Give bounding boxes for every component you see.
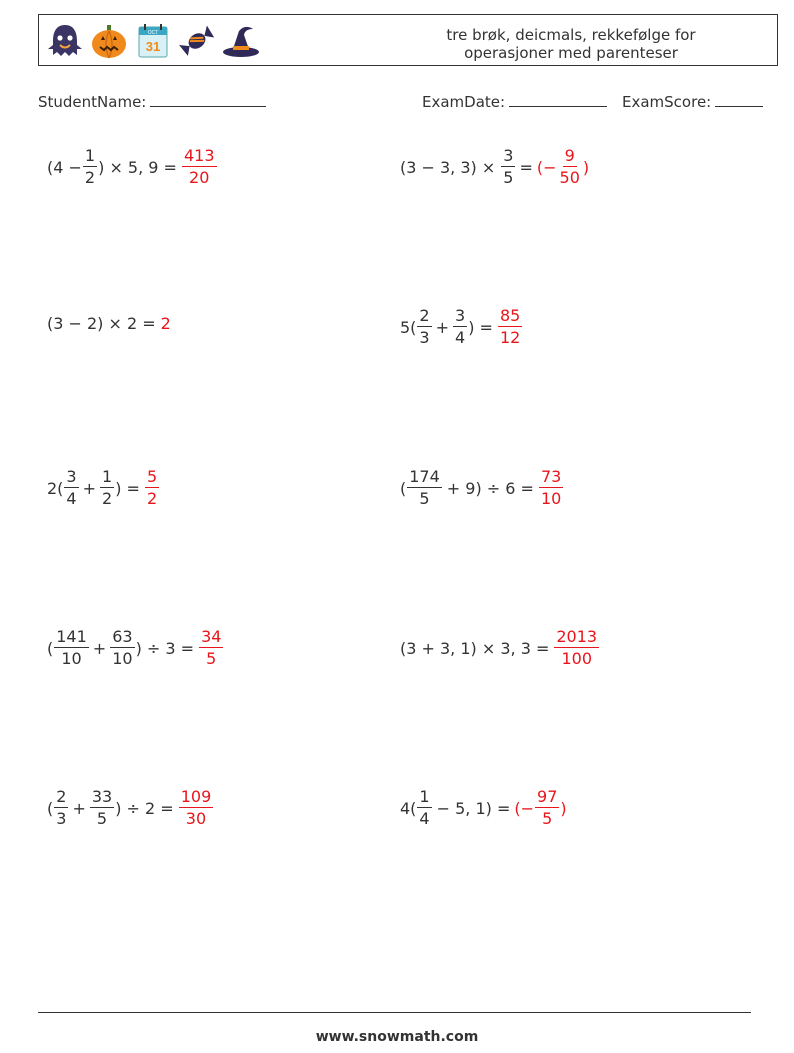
pumpkin-icon <box>89 21 129 61</box>
answer: $\frac{2013}{100}$ <box>556 627 598 668</box>
problem-text: 2( <box>47 478 64 498</box>
operator: + <box>435 317 450 337</box>
problem-7 <box>47 629 224 667</box>
problem-text: ( <box>47 798 54 818</box>
calendar-month: OCT <box>147 30 159 36</box>
problem-text: 4( <box>400 798 417 818</box>
fraction: $\frac{2}{3}$ <box>56 787 67 828</box>
worksheet-header <box>38 14 778 66</box>
problem-text: 5( <box>400 317 417 337</box>
problem-text: (3 − 3, 3) × <box>400 157 496 177</box>
fraction: $\frac{141}{10}$ <box>56 627 87 668</box>
problem-text: (3 − 2) × 2 = <box>47 313 156 333</box>
fraction: $\frac{33}{5}$ <box>91 787 113 828</box>
fraction: $\frac{174}{5}$ <box>409 467 440 508</box>
problem-9 <box>47 789 214 827</box>
exam-score-blank[interactable] <box>715 92 763 107</box>
problem-8 <box>400 629 600 667</box>
exam-score-field <box>622 92 763 111</box>
title-line-1: tre brøk, deicmals, rekkefølge for <box>446 26 696 44</box>
operator: + <box>82 478 97 498</box>
problem-10 <box>400 789 567 827</box>
problem-2 <box>400 148 589 186</box>
exam-date-field <box>422 92 607 111</box>
fraction: $\frac{3}{4}$ <box>455 306 466 347</box>
fraction: $\frac{3}{4}$ <box>66 467 77 508</box>
problem-text: + 9) ÷ 6 = <box>446 478 534 498</box>
problem-5 <box>47 469 160 507</box>
footer-divider <box>38 1012 751 1013</box>
candy-icon <box>177 21 217 61</box>
answer: (− $\frac{9}{50}$ ) <box>536 146 590 187</box>
fraction: $\frac{63}{10}$ <box>112 627 133 668</box>
calendar-day: 31 <box>145 39 161 54</box>
problem-text: ) = <box>468 317 493 337</box>
problem-text: ( <box>400 478 407 498</box>
answer: $\frac{109}{30}$ <box>180 787 212 828</box>
answer: $\frac{85}{12}$ <box>499 306 521 347</box>
title-line-2: operasjoner med parenteser <box>464 44 678 62</box>
fraction: $\frac{1}{4}$ <box>419 787 430 828</box>
problem-text: (4 − <box>47 157 82 177</box>
witch-hat-icon <box>221 21 261 61</box>
problem-text: (3 + 3, 1) × 3, 3 = <box>400 638 550 658</box>
exam-score-label: ExamScore: <box>622 93 712 111</box>
fraction: $\frac{1}{2}$ <box>84 146 96 187</box>
fraction: $\frac{1}{2}$ <box>102 467 113 508</box>
operator: + <box>92 638 107 658</box>
footer-url[interactable]: www.snowmath.com <box>315 1029 479 1045</box>
calendar-icon <box>133 21 173 61</box>
exam-date-label: ExamDate: <box>422 93 506 111</box>
ghost-icon <box>45 21 85 61</box>
answer: $\frac{5}{2}$ <box>146 467 158 508</box>
operator: + <box>72 798 86 818</box>
answer: $\frac{34}{5}$ <box>201 627 222 668</box>
fraction: $\frac{3}{5}$ <box>503 146 514 187</box>
worksheet-title <box>421 26 721 62</box>
problem-text: ) × 5, 9 = <box>98 157 177 177</box>
problem-text: − 5, 1) = <box>436 798 511 818</box>
problem-text: ) ÷ 2 = <box>115 798 174 818</box>
fraction: $\frac{2}{3}$ <box>419 306 430 347</box>
answer: (− $\frac{97}{5}$ ) <box>514 787 567 828</box>
problem-text: ) ÷ 3 = <box>135 638 195 658</box>
answer: $\frac{413}{20}$ <box>183 146 215 187</box>
student-name-blank[interactable] <box>150 92 266 107</box>
problem-6 <box>400 469 564 507</box>
problem-text: ) = <box>115 478 140 498</box>
exam-date-blank[interactable] <box>509 92 607 107</box>
problem-1 <box>47 148 218 186</box>
problem-text: ( <box>47 638 54 658</box>
problem-4 <box>400 308 523 346</box>
student-name-field <box>38 92 266 111</box>
student-name-label: StudentName: <box>38 93 147 111</box>
problem-text: = <box>519 157 533 177</box>
answer: 2 <box>160 313 171 333</box>
halloween-icons <box>45 19 261 63</box>
problem-3 <box>47 310 171 336</box>
answer: $\frac{73}{10}$ <box>540 467 562 508</box>
